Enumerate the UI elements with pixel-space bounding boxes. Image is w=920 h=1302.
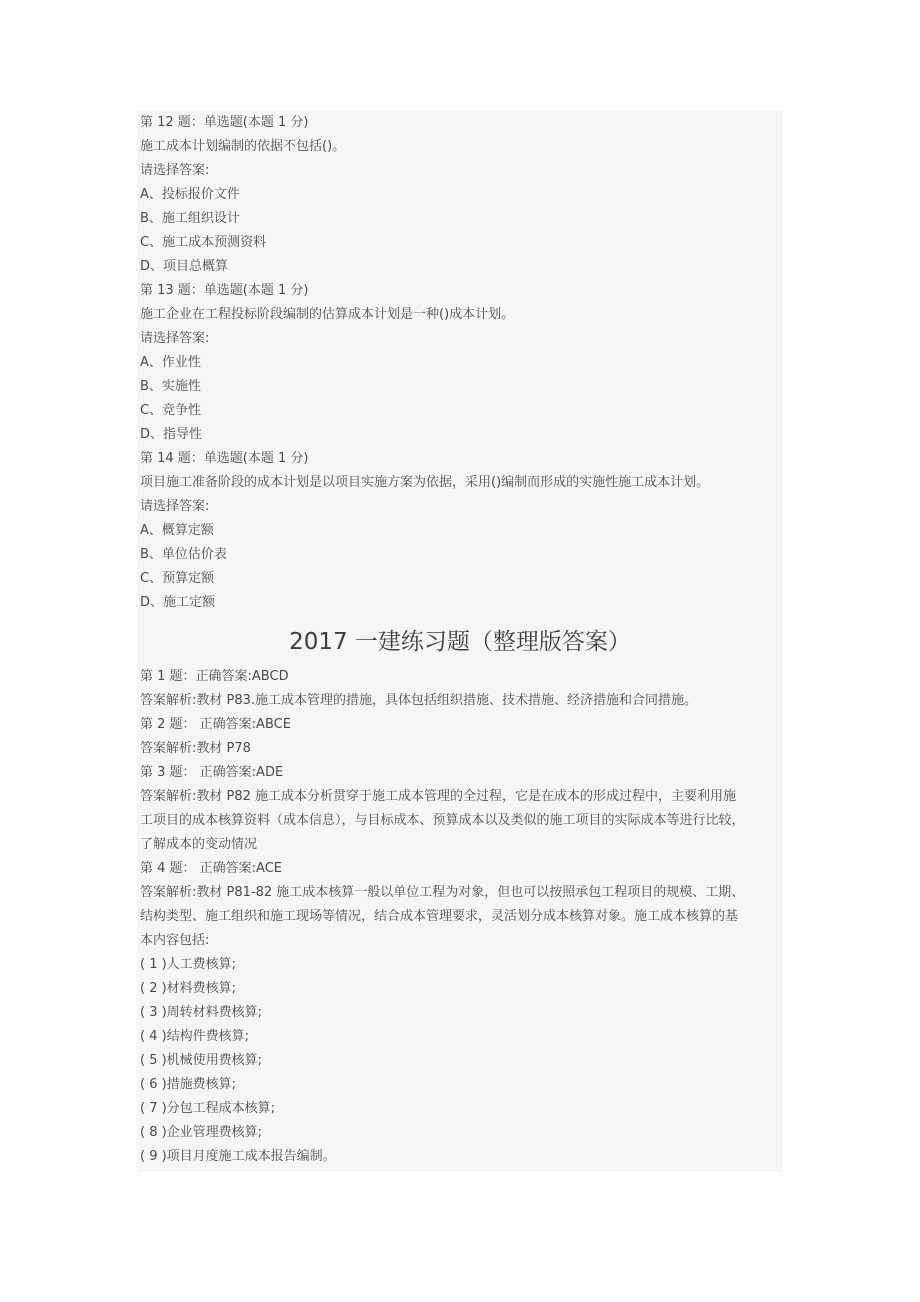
answer-line: 本内容包括: (140, 933, 210, 948)
answer-line: 答案解析:教材 P82 施工成本分析贯穿于施工成本管理的全过程，它是在成本的形成过程中，主要利用施 (140, 789, 737, 804)
answer-line: 答案解析:教材 P81-82 施工成本核算一般以单位工程为对象，但也可以按照承包工程项目的规模、工期、 (140, 885, 745, 900)
answer-line: ( 5 )机械使用费核算; (140, 1053, 263, 1068)
question-header: 第 13 题：单选题(本题 1 分) (140, 283, 309, 298)
option-a: A、概算定额 (140, 523, 214, 538)
option-d: D、施工定额 (140, 595, 216, 610)
answers-title: 2017 一建练习题（整理版答案） (289, 629, 631, 655)
option-d: D、项目总概算 (140, 259, 229, 274)
answers-section (137, 619, 783, 1172)
answer-line: ( 4 )结构件费核算; (140, 1029, 250, 1044)
option-c: C、预算定额 (140, 571, 215, 586)
option-b: B、施工组织设计 (140, 211, 240, 226)
answer-line: ( 9 )项目月度施工成本报告编制。 (140, 1149, 336, 1164)
answer-line: 第 1 题：正确答案:ABCD (140, 669, 289, 684)
answer-line: 了解成本的变动情况 (140, 837, 258, 852)
answer-line: ( 6 )措施费核算; (140, 1077, 237, 1092)
answer-line: ( 7 )分包工程成本核算; (140, 1101, 276, 1116)
answer-line: ( 1 )人工费核算; (140, 957, 237, 972)
option-c: C、竞争性 (140, 403, 202, 418)
answer-line: 答案解析:教材 P78 (140, 741, 251, 756)
answer-line: 结构类型、施工组织和施工现场等情况，结合成本管理要求，灵活划分成本核算对象。施工成本核算的基 (140, 909, 739, 924)
question-header: 第 12 题：单选题(本题 1 分) (140, 115, 309, 130)
answer-prompt: 请选择答案: (140, 163, 210, 178)
option-c: C、施工成本预测资料 (140, 235, 267, 250)
option-a: A、作业性 (140, 355, 201, 370)
option-b: B、实施性 (140, 379, 201, 394)
answer-line: ( 8 )企业管理费核算; (140, 1125, 263, 1140)
option-b: B、单位估价表 (140, 547, 227, 562)
answer-line: ( 2 )材料费核算; (140, 981, 237, 996)
answer-line: 工项目的成本核算资料（成本信息），与目标成本、预算成本以及类似的施工项目的实际成本等进行比较， (140, 813, 745, 828)
answer-line: 答案解析:教材 P83.施工成本管理的措施，具体包括组织措施、技术措施、经济措施和合同措施。 (140, 693, 698, 708)
answer-line: 第 3 题： 正确答案:ADE (140, 765, 284, 780)
question-stem: 施工成本计划编制的依据不包括()。 (140, 139, 346, 154)
option-a: A、投标报价文件 (140, 187, 240, 202)
question-stem: 项目施工准备阶段的成本计划是以项目实施方案为依据，采用()编制而形成的实施性施工成本计划。 (140, 475, 710, 490)
question-stem: 施工企业在工程投标阶段编制的估算成本计划是一种()成本计划。 (140, 307, 515, 322)
answer-line: ( 3 )周转材料费核算; (140, 1005, 263, 1020)
answer-line: 第 4 题： 正确答案:ACE (140, 861, 283, 876)
answer-line: 第 2 题： 正确答案:ABCE (140, 717, 291, 732)
answer-prompt: 请选择答案: (140, 331, 210, 346)
questions-section (137, 111, 783, 619)
option-d: D、指导性 (140, 427, 203, 442)
answer-prompt: 请选择答案: (140, 499, 210, 514)
question-header: 第 14 题：单选题(本题 1 分) (140, 451, 309, 466)
